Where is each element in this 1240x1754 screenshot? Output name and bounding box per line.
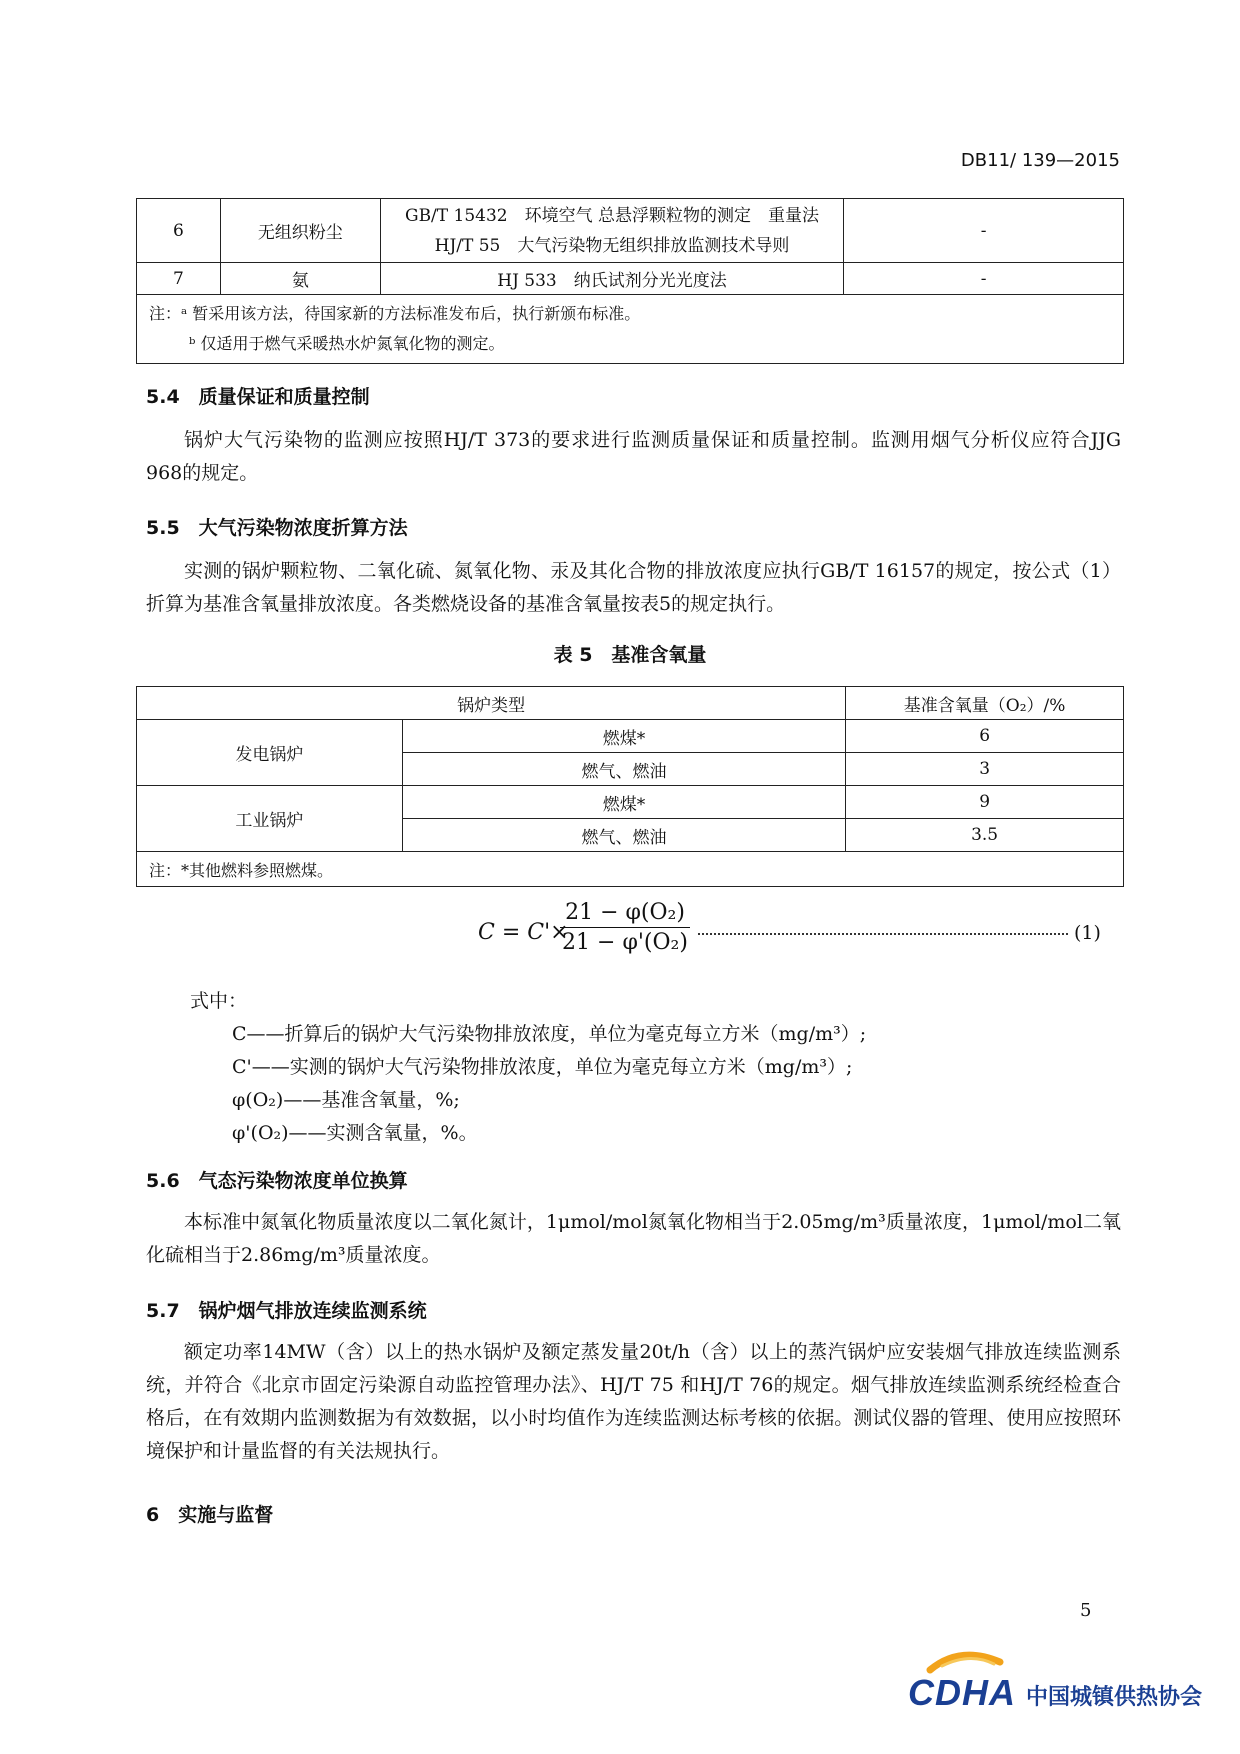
definition-item: C——折算后的锅炉大气污染物排放浓度，单位为毫克每立方米（mg/m³）;	[232, 1023, 867, 1045]
page-number: 5	[1080, 1600, 1092, 1621]
formula-numerator: 21 − φ(O₂)	[560, 900, 690, 928]
formula-fraction	[560, 900, 690, 955]
formula-definitions	[190, 985, 1090, 1150]
logo-text: CDHA	[908, 1672, 1016, 1713]
note-line: ᵇ 仅适用于燃气采暖热水炉氮氧化物的测定。	[189, 334, 505, 353]
cdha-logo	[890, 1640, 1220, 1720]
section-heading-5-4: 5.4 质量保证和质量控制	[146, 386, 370, 408]
boiler-group: 工业锅炉	[137, 786, 403, 852]
column-header-o2: 基准含氧量（O₂）/%	[846, 687, 1124, 720]
o2-value: 6	[846, 720, 1124, 753]
method-line: GB/T 15432 环境空气 总悬浮颗粒物的测定 重量法	[404, 205, 820, 226]
definitions-intro: 式中：	[190, 990, 248, 1012]
section-heading-6: 6 实施与监督	[146, 1504, 274, 1526]
row-number: 7	[137, 263, 221, 295]
table-header-row	[137, 687, 1124, 720]
o2-value: 3	[846, 753, 1124, 786]
pollutant-item: 氨	[220, 263, 380, 295]
formula-1	[478, 900, 1118, 970]
table-note: 注：*其他燃料参照燃煤。	[137, 852, 1124, 887]
pollutant-item: 无组织粉尘	[220, 199, 380, 263]
paragraph: 本标准中氮氧化物质量浓度以二氧化氮计，1μmol/mol氮氧化物相当于2.05mg/m³质量浓度，1μmol/mol二氧化硫相当于2.86mg/m³质量浓度。	[146, 1211, 1121, 1266]
fuel-type: 燃气、燃油	[402, 819, 846, 852]
paragraph: 锅炉大气污染物的监测应按照HJ/T 373的要求进行监测质量保证和质量控制。监测用烟气分析仪应符合JJG 968的规定。	[146, 429, 1121, 484]
method-table-continued	[136, 198, 1124, 364]
note-line: 注：ᵃ 暂采用该方法，待国家新的方法标准发布后，执行新颁布标准。	[149, 304, 641, 323]
o2-value: 3.5	[846, 819, 1124, 852]
table-note-row	[137, 295, 1124, 364]
section-body-5-4	[146, 424, 1121, 490]
fuel-type: 燃煤*	[402, 720, 846, 753]
table-row	[137, 720, 1124, 753]
section-body-5-5	[146, 555, 1121, 621]
formula-lhs: C = C'×	[478, 920, 569, 945]
section-heading-5-5: 5.5 大气污染物浓度折算方法	[146, 517, 408, 539]
boiler-group: 发电锅炉	[137, 720, 403, 786]
table-row	[137, 786, 1124, 819]
section-heading-5-6: 5.6 气态污染物浓度单位换算	[146, 1170, 408, 1192]
definition-item: φ(O₂)——基准含氧量，%;	[232, 1089, 460, 1111]
fuel-type: 燃煤*	[402, 786, 846, 819]
method-cell	[380, 199, 844, 263]
o2-value: 9	[846, 786, 1124, 819]
section-heading-5-7: 5.7 锅炉烟气排放连续监测系统	[146, 1300, 427, 1322]
section-body-5-7	[146, 1336, 1121, 1468]
table-row	[137, 199, 1124, 263]
other-cell: -	[844, 263, 1124, 295]
formula-number: (1)	[1074, 922, 1101, 944]
paragraph: 额定功率14MW（含）以上的热水锅炉及额定蒸发量20t/h（含）以上的蒸汽锅炉应安装烟气排放连续监测系统，并符合《北京市固定污染源自动监控管理办法》、HJ/T 75 和HJ/T 76的规定。烟气排放连续监测系统经检查合格后，在有效期内监测数据为有效数据，以小时均值作为连续监测达标考核的依据。测试仪器的管理、使用应按照环境保护和计量监督的有关法规执行。	[146, 1341, 1121, 1462]
method-line: HJ/T 55 大气污染物无组织排放监测技术导则	[434, 235, 790, 256]
oxygen-reference-table	[136, 686, 1124, 887]
paragraph: 实测的锅炉颗粒物、二氧化硫、氮氧化物、汞及其化合物的排放浓度应执行GB/T 16157的规定，按公式（1）折算为基准含氧量排放浓度。各类燃烧设备的基准含氧量按表5的规定执行。	[146, 560, 1121, 615]
row-number: 6	[137, 199, 221, 263]
formula-leader-dots	[698, 933, 1068, 935]
other-cell: -	[844, 199, 1124, 263]
fuel-type: 燃气、燃油	[402, 753, 846, 786]
method-line: HJ 533 纳氏试剂分光光度法	[380, 263, 844, 295]
column-header-boiler-type: 锅炉类型	[137, 687, 846, 720]
definition-item: C'——实测的锅炉大气污染物排放浓度，单位为毫克每立方米（mg/m³）;	[232, 1056, 853, 1078]
section-body-5-6	[146, 1206, 1121, 1272]
table-note-row	[137, 852, 1124, 887]
logo-org-name: 中国城镇供热协会	[1026, 1685, 1203, 1710]
table-caption: 表 5 基准含氧量	[553, 644, 707, 666]
table-note	[137, 295, 1124, 364]
formula-denominator: 21 − φ'(O₂)	[562, 930, 688, 955]
definition-item: φ'(O₂)——实测含氧量，%。	[232, 1122, 478, 1144]
document-id: DB11/ 139—2015	[960, 150, 1120, 171]
table-row	[137, 263, 1124, 295]
